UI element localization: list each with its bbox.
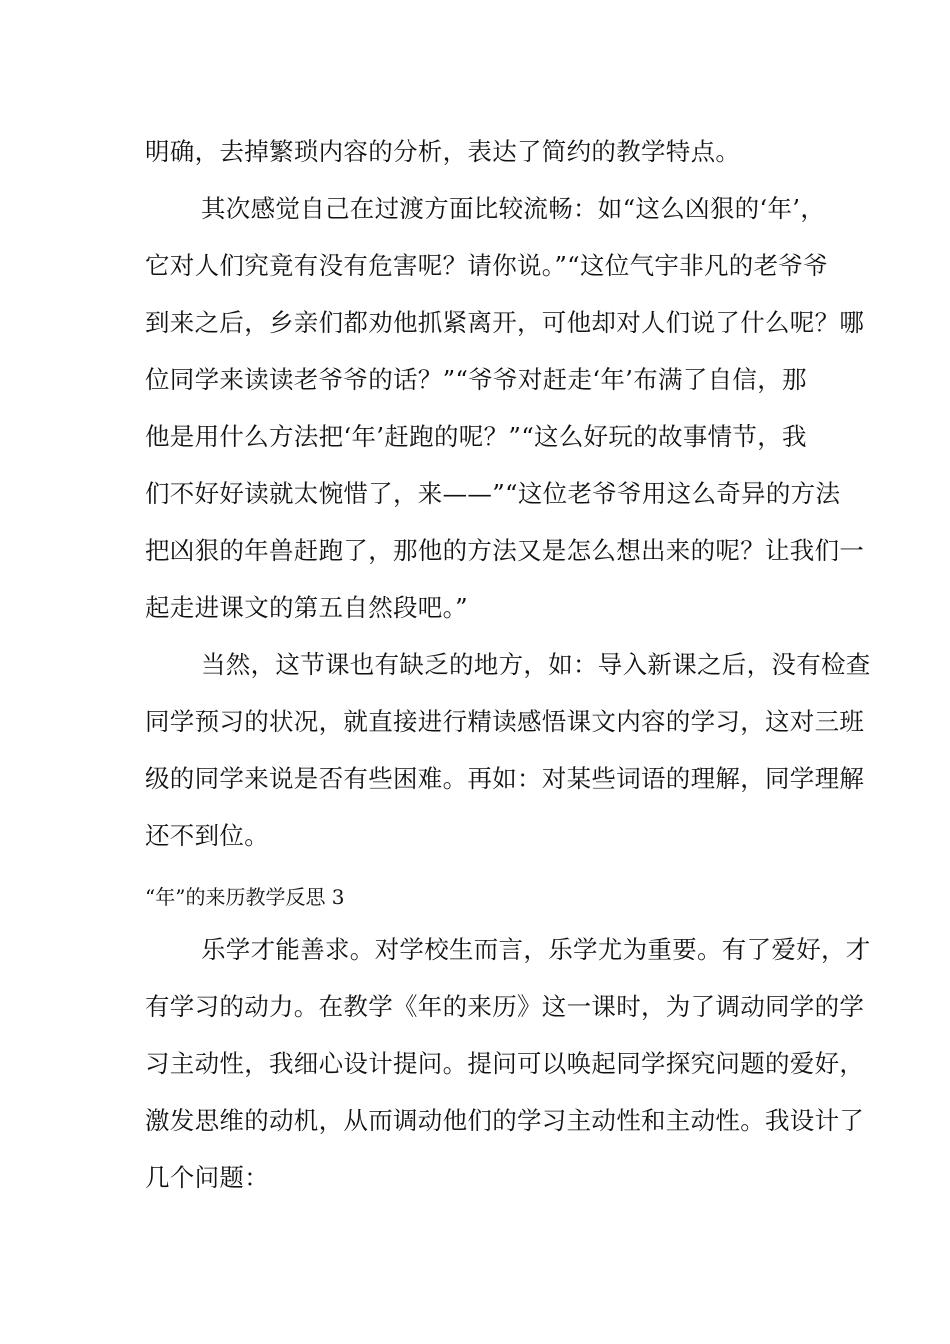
text-line: 同学预习的状况，就直接进行精读感悟课文内容的学习，这对三班 bbox=[145, 707, 865, 736]
text-line: 几个问题： bbox=[145, 1163, 269, 1192]
text-line: 把凶狠的年兽赶跑了，那他的方法又是怎么想出来的呢？让我们一 bbox=[145, 536, 865, 565]
paragraph-first-line: 其次感觉自己在过渡方面比较流畅：如“这么凶狠的‘年’， bbox=[201, 194, 826, 223]
text-line: 激发思维的动机，从而调动他们的学习主动性和主动性。我设计了 bbox=[145, 1106, 865, 1135]
text-line: 有学习的动力。在教学《年的来历》这一课时，为了调动同学的学 bbox=[145, 992, 865, 1021]
text-line: 他是用什么方法把‘年’赶跑的呢？”“这么好玩的故事情节，我 bbox=[145, 422, 807, 451]
paragraph-first-line: 当然，这节课也有缺乏的地方，如：导入新课之后，没有检查 bbox=[201, 650, 871, 679]
section-heading: “年”的来历教学反思 3 bbox=[145, 885, 345, 909]
text-line: 位同学来读读老爷爷的话？”“爷爷对赶走‘年’布满了自信，那 bbox=[145, 365, 807, 394]
text-line: 还不到位。 bbox=[145, 821, 269, 850]
paragraph-first-line: 乐学才能善求。对学校生而言，乐学尤为重要。有了爱好，才 bbox=[201, 935, 871, 964]
text-line: 明确，去掉繁琐内容的分析，表达了简约的教学特点。 bbox=[145, 137, 741, 166]
text-line: 习主动性，我细心设计提问。提问可以唤起同学探究问题的爱好， bbox=[145, 1049, 865, 1078]
text-line: 它对人们究竟有没有危害呢？请你说。”“这位气宇非凡的老爷爷 bbox=[145, 251, 828, 280]
text-line: 级的同学来说是否有些困难。再如：对某些词语的理解，同学理解 bbox=[145, 764, 865, 793]
text-line: 到来之后，乡亲们都劝他抓紧离开，可他却对人们说了什么呢？哪 bbox=[145, 308, 865, 337]
text-line: 们不好好读就太惋惜了，来——”“这位老爷爷用这么奇异的方法 bbox=[145, 479, 841, 508]
text-line: 起走进课文的第五自然段吧。” bbox=[145, 593, 468, 622]
